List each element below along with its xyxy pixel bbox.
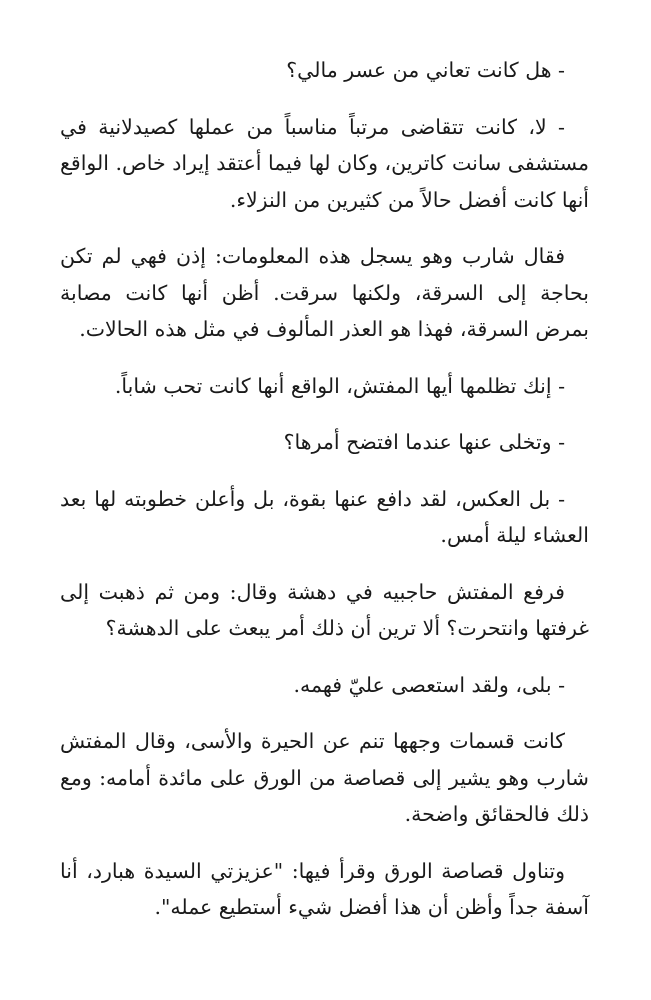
paragraph-4: - إنك تظلمها أيها المفتش، الواقع أنها كانت تحب شاباً.: [114, 373, 565, 398]
paragraph-9: كانت قسمات وجهها تنم عن الحيرة والأسى، وقال المفتش شارب وهو يشير إلى قصاصة من الورق على مائدة أمامه: ومع ذلك فالحقائق واضحة.: [60, 729, 589, 826]
paragraph-3: فقال شارب وهو يسجل هذه المعلومات: إذن فهي لم تكن بحاجة إلى السرقة، ولكنها سرقت. أظن أنها كانت مصابة بمرض السرقة، فهذا هو العذر المألوف في مثل هذه الحالات.: [60, 244, 589, 341]
paragraph-5: - وتخلى عنها عندما افتضح أمرها؟: [283, 430, 565, 454]
book-page: [60, 52, 589, 946]
paragraph-2: - لا، كانت تتقاضى مرتباً مناسباً من عملها كصيدلانية في مستشفى سانت كاترين، وكان لها فيما أعتقد إيراد خاص. الواقع أنها كانت أفضل حالاً من كثيرين من النزلاء.: [60, 114, 589, 212]
paragraph-7: فرفع المفتش حاجبيه في دهشة وقال: ومن ثم ذهبت إلى غرفتها وانتحرت؟ ألا ترين أن ذلك أمر يبعث على الدهشة؟: [60, 579, 589, 640]
paragraph-10: وتناول قصاصة الورق وقرأ فيها: "عزيزتي السيدة هبارد، أنا آسفة جداً وأظن أن هذا أفضل شيء أستطيع عمله".: [60, 858, 589, 919]
paragraph-1: - هل كانت تعاني من عسر مالي؟: [286, 58, 565, 82]
paragraph-8: - بلى، ولقد استعصى عليّ فهمه.: [293, 672, 565, 697]
paragraph-6: - بل العكس، لقد دافع عنها بقوة، بل وأعلن خطوبته لها بعد العشاء ليلة أمس.: [60, 486, 589, 547]
